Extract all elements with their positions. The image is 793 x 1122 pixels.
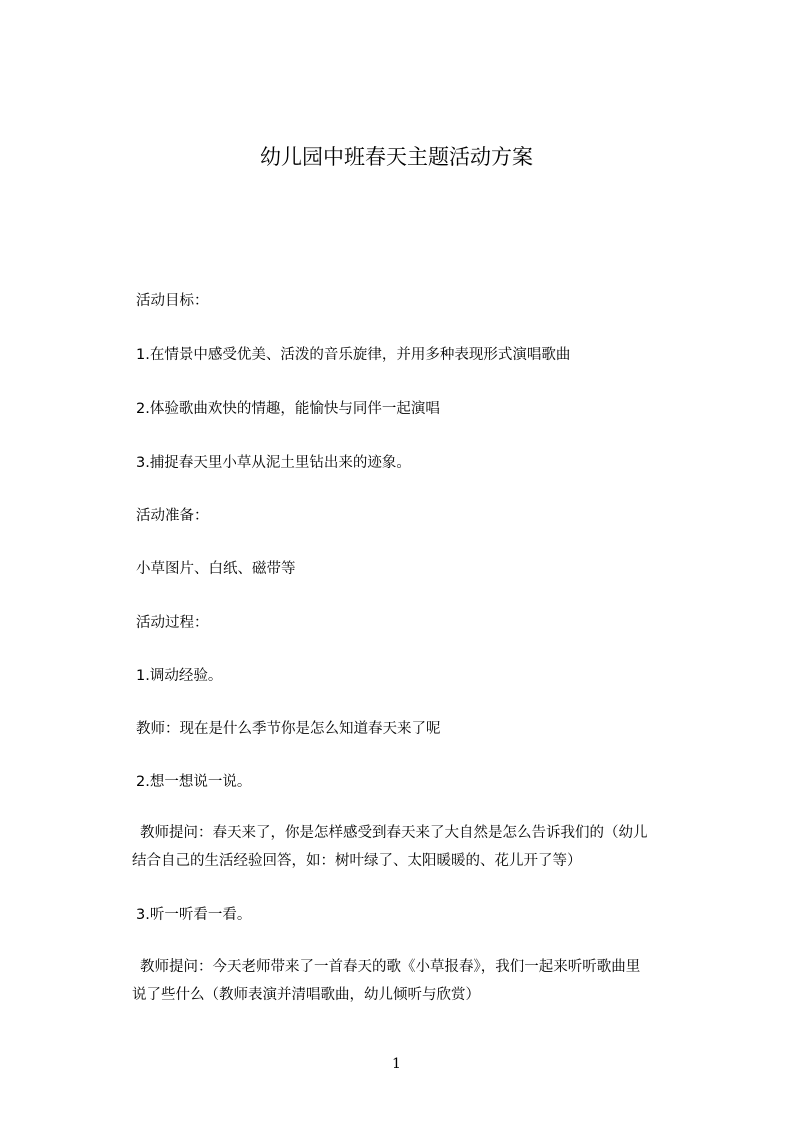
paragraph-process-heading: 活动过程：: [136, 615, 209, 631]
paragraph-preparation-items: 小草图片、白纸、磁带等: [136, 561, 296, 577]
paragraph-line: 教师提问：春天来了，你是怎样感受到春天来了大自然是怎么告诉我们的（幼儿: [140, 825, 648, 841]
paragraph-line: 说了些什么（教师表演并清唱歌曲，幼儿倾听与欣赏）: [132, 987, 480, 1003]
paragraph-teacher-prompt-1: [132, 819, 716, 875]
paragraph-goal-3: 3.捕捉春天里小草从泥土里钻出来的迹象。: [136, 455, 411, 471]
paragraph-goals-heading: 活动目标：: [136, 293, 209, 309]
paragraph-step-1: 1.调动经验。: [136, 668, 223, 684]
paragraph-step-2: 2.想一想说一说。: [136, 774, 252, 790]
document-title: 幼儿园中班春天主题活动方案: [260, 145, 533, 169]
paragraph-line: 结合自己的生活经验回答，如：树叶绿了、太阳暖暖的、花儿开了等）: [132, 853, 582, 869]
paragraph-step-3: 3.听一听看一看。: [136, 907, 252, 923]
paragraph-teacher-prompt-2: [132, 953, 716, 1009]
paragraph-goal-1: 1.在情景中感受优美、活泼的音乐旋律，并用多种表现形式演唱歌曲: [136, 347, 571, 363]
paragraph-teacher-question: 教师：现在是什么季节你是怎么知道春天来了呢: [136, 721, 441, 737]
paragraph-preparation-heading: 活动准备：: [136, 508, 209, 524]
paragraph-line: 教师提问：今天老师带来了一首春天的歌《小草报春》，我们一起来听听歌曲里: [140, 959, 641, 975]
paragraph-goal-2: 2.体验歌曲欢快的情趣，能愉快与同伴一起演唱: [136, 401, 440, 417]
page-number: 1: [392, 1056, 401, 1072]
